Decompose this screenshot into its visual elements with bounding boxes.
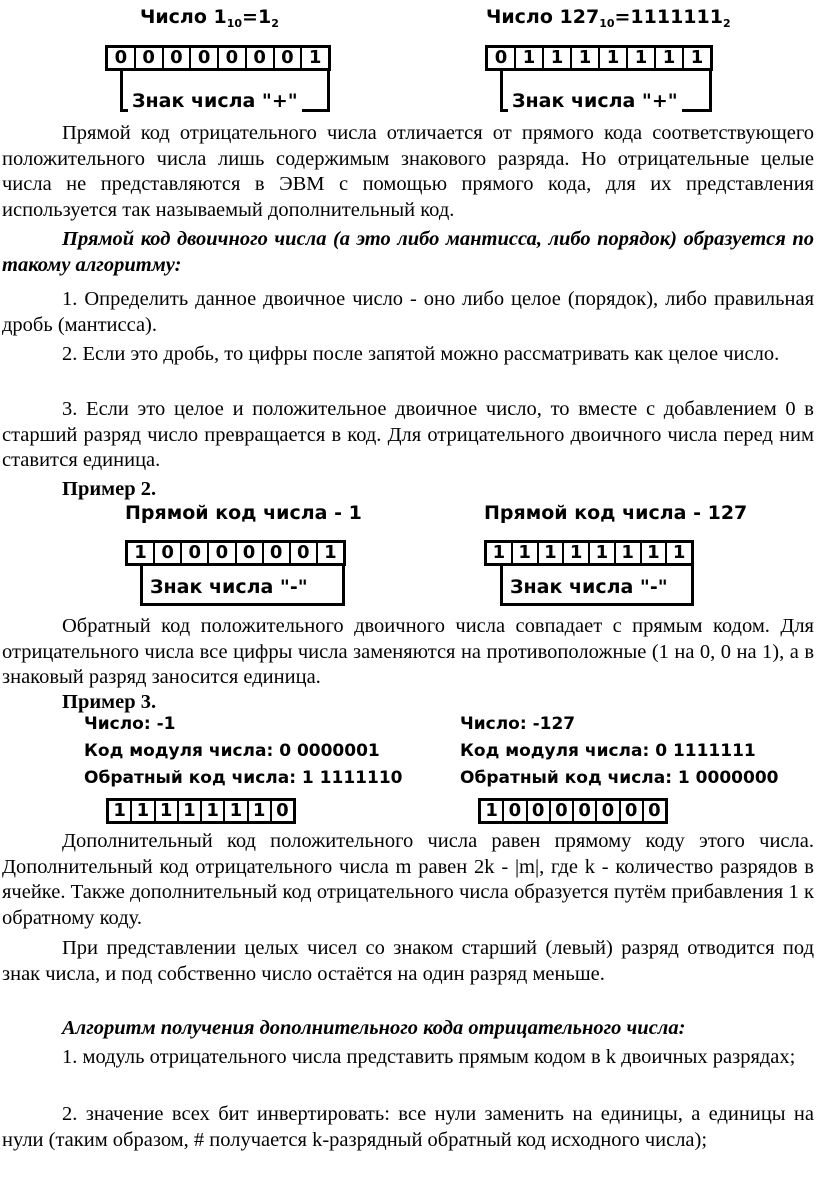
paragraph: Дополнительный код положительного числа равен прямому коду этого числа. Дополнительный код отрицательного числа m равен 2k - |m|, где k - количество разрядов в ячейке. Также дополнительный код отрицательного числа образуется путём прибавления 1 к обратному коду.	[2, 830, 814, 929]
list-item: 2. значение всех бит инвертировать: все нули заменить на единицы, а единицы на нули (таким образом, # получается k-разрядный обратный код исходного числа);	[2, 1103, 814, 1151]
figure1-right-title: Число $127_{10}=1111111_2$	[486, 6, 731, 30]
modulus-line: Код модуля числа: 0 1111111	[460, 741, 756, 761]
inverse-line: Обратный код числа: 1 1111110	[84, 768, 403, 788]
bit-register: 1 0 0 0 0 0 0 1	[125, 540, 346, 566]
bit-register: 1 0 0 0 0 0 0 0	[478, 798, 668, 824]
sign-label: Знак числа "+"	[128, 90, 302, 112]
list-item: 1. модуль отрицательного числа представить прямым кодом в k двоичных разрядах;	[62, 1046, 796, 1068]
figure1-left-title: Число $1_{10}=1_2$	[140, 6, 279, 30]
algorithm-heading: Прямой код двоичного числа (а это либо мантисса, либо порядок) образуется по такому алгоритму:	[2, 228, 814, 276]
example-label: Пример 3.	[62, 691, 157, 713]
list-item: 1. Определить данное двоичное число - оно либо целое (порядок), либо правильная дробь (мантисса).	[2, 288, 814, 336]
bit-register: 0 0 0 0 0 0 0 1	[105, 45, 331, 71]
list-item: 3. Если это целое и положительное двоичное число, то вместе с добавлением 0 в старший разряд число превращается в код. Для отрицательного двоичного числа перед ним ставится единица.	[2, 398, 814, 471]
figure2-left-title: Прямой код числа - 1	[125, 502, 362, 524]
sign-label: Знак числа "+"	[508, 90, 682, 112]
inverse-line: Обратный код числа: 1 0000000	[460, 768, 779, 788]
number-line: Число: -127	[460, 714, 576, 734]
paragraph: При представлении целых чисел со знаком старший (левый) разряд отводится под знак числа, и под собственно число остаётся на один разряд меньше.	[2, 937, 814, 985]
sign-label: Знак числа "-"	[506, 576, 672, 598]
sign-label: Знак числа "-"	[146, 576, 312, 598]
paragraph: Прямой код отрицательного числа отличается от прямого кода соответствующего положительного числа лишь содержимым знакового разряда. Но отрицательные целые числа не представляются в ЭВМ с помощью прямого кода, для их представления используется так называемый дополнительный код.	[2, 122, 814, 221]
bit-register: 1 1 1 1 1 1 1 0	[106, 798, 296, 824]
list-item: 2. Если это дробь, то цифры после запятой можно рассматривать как целое число.	[62, 343, 780, 365]
figure2-right-title: Прямой код числа - 127	[484, 502, 748, 524]
example-label: Пример 2.	[62, 478, 157, 500]
paragraph: Обратный код положительного двоичного числа совпадает с прямым кодом. Для отрицательного числа все цифры числа заменяются на противоположные (1 на 0, 0 на 1), а в знаковый разряд заносится единица.	[2, 615, 814, 688]
bit-register: 1 1 1 1 1 1 1 1	[484, 540, 694, 566]
bit-register: 0 1 1 1 1 1 1 1	[485, 45, 713, 71]
modulus-line: Код модуля числа: 0 0000001	[84, 741, 380, 761]
algorithm-heading: Алгоритм получения дополнительного кода отрицательного числа:	[62, 1017, 686, 1039]
number-line: Число: -1	[84, 714, 176, 734]
